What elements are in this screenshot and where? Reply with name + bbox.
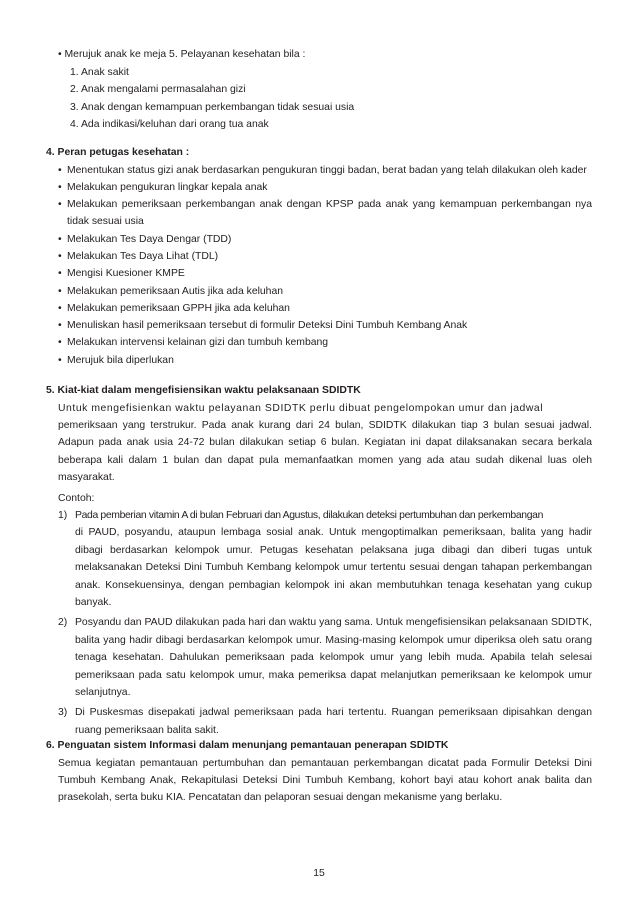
example-item xyxy=(58,614,592,701)
section-5-title: 5. Kiat-kiat dalam mengefisiensikan waktu pelaksanaan SDIDTK xyxy=(46,385,361,396)
example-first-line: Pada pemberian vitamin A di bulan Februari dan Agustus, dilakukan deteksi pertumbuhan dan perkembangan xyxy=(75,509,543,521)
intro-bullet: • Merujuk anak ke meja 5. Pelayanan kesehatan bila : xyxy=(58,49,306,60)
section-6 xyxy=(46,737,592,807)
section-4-list xyxy=(58,162,592,370)
example-list xyxy=(58,507,592,739)
section-6-para: Semua kegiatan pemantauan pertumbuhan dan pemantauan perkembangan dicatat pada Formulir Deteksi Dini Tumbuh Kembang Anak, Rekapitulasi Deteksi Dini Tumbuh Kembang, kohort bayi atau kohort anak balita dan prasekolah, serta buku KIA. Pencatatan dan pelaporan sesuai dengan mekanisme yang berlaku. xyxy=(58,757,592,804)
list-item: • Melakukan pemeriksaan perkembangan anak dengan KPSP pada anak yang kemampuan perkembangan nya tidak sesuai usia xyxy=(58,196,592,231)
list-item: • Melakukan pemeriksaan GPPH jika ada keluhan xyxy=(58,300,592,317)
section-5-para-first-line: Untuk mengefisienkan waktu pelayanan SDIDTK perlu dibuat pengelompokan umur dan jadwal xyxy=(58,402,544,414)
example-label: Contoh: xyxy=(58,492,95,504)
list-item: • Merujuk bila diperlukan xyxy=(58,352,592,369)
list-item: • Menuliskan hasil pemeriksaan tersebut di formulir Deteksi Dini Tumbuh Kembang Anak xyxy=(58,317,592,334)
page-number: 15 xyxy=(313,868,325,879)
section-5 xyxy=(46,382,592,742)
list-item: • Melakukan pengukuran lingkar kepala anak xyxy=(58,179,592,196)
example-text: di PAUD, posyandu, ataupun lembaga sosial anak. Untuk mengoptimalkan pemeriksaan, balita yang hadir dibagi berdasarkan kelompok umur. Petugas kesehatan pelaksana juga dibagi dan diberi tugas untuk melaksanakan Deteksi Dini Tumbuh Kembang kelompok umur tertentu sesuai dengan tahapan perkembangan anak. Konsekuensinya, dengan pembagian kelompok ini akan membutuhkan tenaga kesehatan yang cukup banyak. xyxy=(75,527,592,608)
list-item: • Melakukan Tes Daya Lihat (TDL) xyxy=(58,248,592,265)
intro-item: 3. Anak dengan kemampuan perkembangan tidak sesuai usia xyxy=(70,101,355,113)
example-number: 3) xyxy=(58,707,68,719)
section-6-title: 6. Penguatan sistem Informasi dalam menunjang pemantauan penerapan SDIDTK xyxy=(46,740,449,751)
intro-block xyxy=(58,46,598,134)
section-4 xyxy=(46,144,592,369)
example-text: Di Puskesmas disepakati jadwal pemeriksaan pada hari tertentu. Ruangan pemeriksaan dipisahkan dengan ruang pemeriksaan balita sakit. xyxy=(75,707,592,736)
intro-item: 1. Anak sakit xyxy=(70,66,129,78)
example-item xyxy=(58,704,592,739)
intro-item: 2. Anak mengalami permasalahan gizi xyxy=(70,84,246,95)
intro-item: 4. Ada indikasi/keluhan dari orang tua anak xyxy=(70,119,269,130)
section-5-para: pemeriksaan yang terstrukur. Pada anak kurang dari 24 bulan, SDIDTK dilakukan tiap 3 bulan sesuai jadwal. Adapun pada anak usia 24-72 bulan dilakukan setiap 6 bulan. Kegiatan ini dapat dilaksanakan secara berkala beberapa kali dalam 1 bulan dan dapat pula memanfaatkan momen yang ada atau sudah dikenal luas oleh masyarakat. xyxy=(58,419,592,484)
list-item: • Mengisi Kuesioner KMPE xyxy=(58,265,592,282)
example-number: 2) xyxy=(58,617,68,629)
example-number: 1) xyxy=(58,509,68,521)
intro-bullet-text: Merujuk anak ke meja 5. Pelayanan kesehatan bila : xyxy=(64,49,306,60)
example-item xyxy=(58,507,592,611)
list-item: • Menentukan status gizi anak berdasarkan pengukuran tinggi badan, berat badan yang telah dilakukan oleh kader xyxy=(58,162,592,179)
section-4-title: 4. Peran petugas kesehatan : xyxy=(46,147,190,158)
list-item: • Melakukan intervensi kelainan gizi dan tumbuh kembang xyxy=(58,334,592,351)
list-item: • Melakukan Tes Daya Dengar (TDD) xyxy=(58,231,592,248)
example-text: Posyandu dan PAUD dilakukan pada hari dan waktu yang sama. Untuk mengefisiensikan pelaksanaan SDIDTK, balita yang hadir dibagi berdasarkan kelompok umur. Masing-masing kelompok umur diperiksa oleh satu orang tenaga kesehatan. Dahulukan pemeriksaan pada kelompok umur yang lebih muda. Apabila telah selesai pemeriksaan pada satu kelompok umur, maka pemeriksa dapat melanjutkan pemeriksaan ke kelompok umur selanjutnya. xyxy=(75,617,592,698)
list-item: • Melakukan pemeriksaan Autis jika ada keluhan xyxy=(58,283,592,300)
